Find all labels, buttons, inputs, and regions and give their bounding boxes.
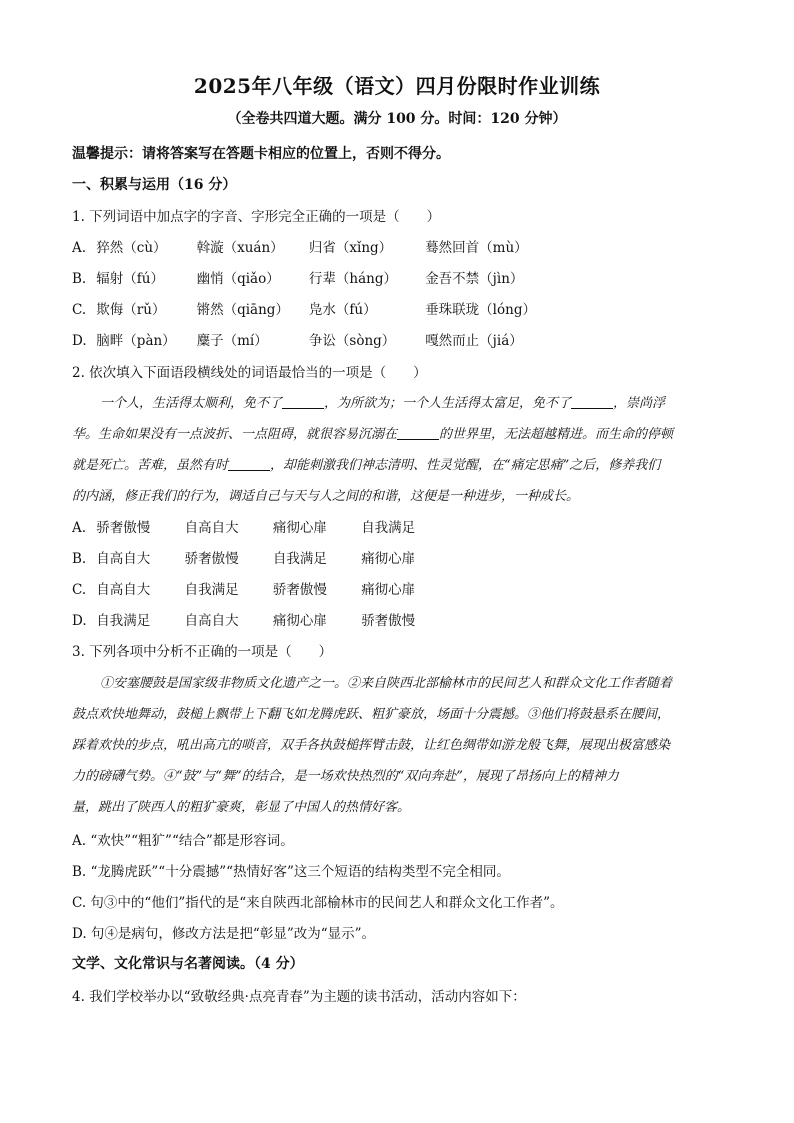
q1-option-b[interactable] xyxy=(72,267,523,287)
option-word: 麋子（mí） xyxy=(196,333,268,349)
option-word: 自高自大 xyxy=(184,520,239,536)
q3-passage-line: 踩着欢快的步点，吼出高亢的唢音，双手各执鼓槌挥臂击鼓，让红色绸带如游龙般飞舞，展现出极富感染 xyxy=(72,738,671,753)
option-word: 辐射（fú） xyxy=(96,271,164,287)
option-word: 欺侮（rǔ） xyxy=(96,302,166,318)
option-word: 痛彻心扉 xyxy=(272,613,327,629)
q3-option-a[interactable]: A. “欢快”“粗犷”“结合”都是形容词。 xyxy=(72,833,294,849)
option-letter: C. xyxy=(72,582,87,598)
option-letter: B. xyxy=(72,271,87,287)
option-word: 自我满足 xyxy=(361,520,416,536)
option-word: 垂珠联珑（lóng） xyxy=(425,302,536,318)
option-letter: A. xyxy=(72,240,87,256)
fill-blank[interactable] xyxy=(228,457,270,471)
warm-tip: 温馨提示：请将答案写在答题卡相应的位置上，否则不得分。 xyxy=(72,146,450,162)
page-subtitle: （全卷共四道大题。满分 100 分。时间：120 分钟） xyxy=(227,111,567,127)
q2-option-b[interactable] xyxy=(72,547,415,567)
passage-text: ，为所欲为；一个人生活得太富足，免不了 xyxy=(324,396,572,411)
question-2-stem: 2. 依次填入下面语段横线处的词语最恰当的一项是（ ） xyxy=(72,365,427,381)
passage-text: ，崇尚浮 xyxy=(613,396,666,411)
q2-option-c[interactable] xyxy=(72,578,415,598)
option-word: 自我满足 xyxy=(96,613,151,629)
question-3-stem: 3. 下列各项中分析不正确的一项是（ ） xyxy=(72,644,333,660)
option-letter: C. xyxy=(72,302,87,318)
q3-option-c[interactable]: C. 句③中的“他们”指代的是“来自陕西北部榆林市的民间艺人和群众文化工作者”。 xyxy=(72,895,564,911)
option-word: 骄奢傲慢 xyxy=(184,551,239,567)
q2-passage-line xyxy=(72,454,720,473)
q2-option-a[interactable] xyxy=(72,516,415,536)
q1-option-d[interactable] xyxy=(72,329,523,349)
option-letter: D. xyxy=(72,613,87,629)
q1-option-a[interactable] xyxy=(72,236,528,256)
option-word: 幽悄（qiǎo） xyxy=(196,271,280,287)
option-word: 猝然（cù） xyxy=(96,240,167,256)
q3-option-b[interactable]: B. “龙腾虎跃”“十分震撼”“热情好客”这三个短语的结构类型不完全相同。 xyxy=(72,864,510,880)
option-word: 痛彻心扉 xyxy=(361,551,416,567)
passage-text: 就是死亡。苦难，虽然有时 xyxy=(72,458,229,473)
option-word: 争讼（sòng） xyxy=(308,333,396,349)
option-word: 自高自大 xyxy=(184,613,239,629)
option-word: 自高自大 xyxy=(96,551,151,567)
option-word: 痛彻心扉 xyxy=(272,520,327,536)
passage-text: 的世界里，无法超越精进。而生命的停顿 xyxy=(439,427,674,442)
question-4-stem: 4. 我们学校举办以“致敬经典·点亮青春”为主题的读书活动，活动内容如下： xyxy=(72,989,526,1005)
option-word: 锵然（qiāng） xyxy=(196,302,289,318)
passage-text: 的内涵，修正我们的行为，调适自己与天与人之间的和谐，这便是一种进步，一种成长。 xyxy=(72,489,580,504)
q1-option-c[interactable] xyxy=(72,298,536,318)
q3-passage-line: 鼓点欢快地舞动，鼓槌上飘带上下翻飞如龙腾虎跃、粗犷豪放，场面十分震撼。③他们将鼓悬系在腰间， xyxy=(72,707,671,722)
option-word: 骄奢傲慢 xyxy=(96,520,151,536)
section-heading-1: 一、积累与运用（16 分） xyxy=(72,177,237,193)
option-word: 骄奢傲慢 xyxy=(272,582,327,598)
option-word: 脑畔（pàn） xyxy=(96,333,176,349)
option-word: 斡漩（xuán） xyxy=(196,240,284,256)
q3-passage-line: 量，跳出了陕西人的粗犷豪爽，彰显了中国人的热情好客。 xyxy=(72,800,411,815)
section-heading-2: 文学、文化常识与名著阅读。（4 分） xyxy=(72,956,304,972)
option-letter: D. xyxy=(72,333,87,349)
q2-passage-line xyxy=(72,485,720,504)
option-word: 行辈（háng） xyxy=(308,271,397,287)
option-word: 归省（xǐng） xyxy=(308,240,393,256)
option-word: 嘎然而止（jiá） xyxy=(425,333,523,349)
page-title: 2025年八年级（语文）四月份限时作业训练 xyxy=(193,74,601,98)
option-word: 蓦然回首（mù） xyxy=(425,240,528,256)
option-word: 金吾不禁（jìn） xyxy=(425,271,524,287)
q2-passage-line xyxy=(72,423,720,442)
q3-option-d[interactable]: D. 句④是病句，修改方法是把“彰显”改为“显示”。 xyxy=(72,926,376,942)
fill-blank[interactable] xyxy=(282,395,324,409)
passage-text: 华。生命如果没有一点波折、一点阻碍，就很容易沉溺在 xyxy=(72,427,398,442)
q3-passage-line: 力的磅礴气势。④“鼓”与“舞”的结合，是一场欢快热烈的“双向奔赴”，展现了昂扬向上的精神力 xyxy=(72,769,619,784)
option-word: 凫水（fú） xyxy=(308,302,377,318)
option-word: 自我满足 xyxy=(272,551,327,567)
option-letter: A. xyxy=(72,520,87,536)
q2-option-d[interactable] xyxy=(72,609,415,629)
fill-blank[interactable] xyxy=(571,395,613,409)
passage-text: 一个人，生活得太顺利，免不了 xyxy=(100,396,283,411)
option-word: 痛彻心扉 xyxy=(361,582,416,598)
option-word: 自高自大 xyxy=(96,582,151,598)
option-word: 自我满足 xyxy=(184,582,239,598)
option-word: 骄奢傲慢 xyxy=(361,613,416,629)
q2-passage-line xyxy=(100,392,720,411)
question-1-stem: 1. 下列词语中加点字的字音、字形完全正确的一项是（ ） xyxy=(72,209,441,225)
q3-passage-line: ①安塞腰鼓是国家级非物质文化遗产之一。②来自陕西北部榆林市的民间艺人和群众文化工作者随着 xyxy=(100,676,673,691)
passage-text: ，却能刺激我们神志清明、性灵觉醒，在“痛定思痛”之后，修养我们 xyxy=(270,458,661,473)
option-letter: B. xyxy=(72,551,87,567)
fill-blank[interactable] xyxy=(397,426,439,440)
